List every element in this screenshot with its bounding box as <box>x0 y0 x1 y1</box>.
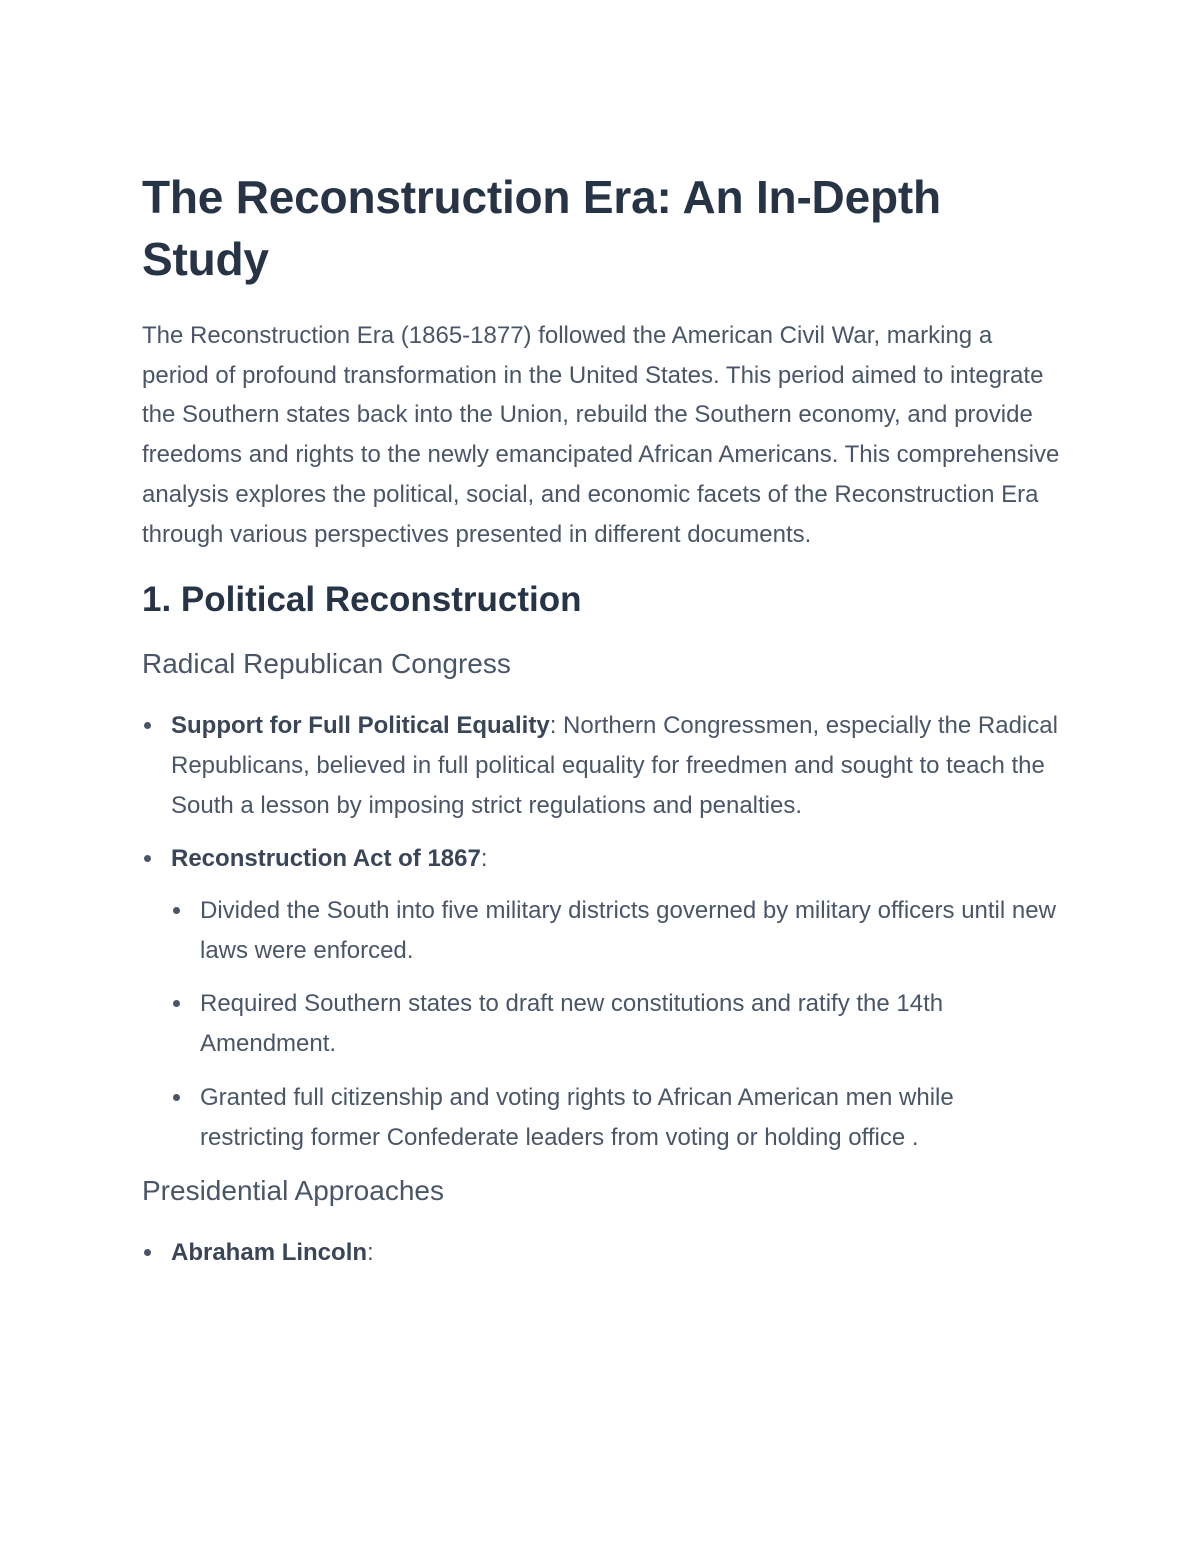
section-heading-political-reconstruction: 1. Political Reconstruction <box>142 580 582 620</box>
list-item-text: : <box>480 845 488 873</box>
list-item-lead: Abraham Lincoln <box>171 1239 368 1267</box>
sublist-item-text: Required Southern states to draft new constitutions and ratify the 14th Amendment. <box>200 990 944 1058</box>
presidential-approaches-list <box>142 1233 1062 1273</box>
bullet-icon <box>173 907 180 914</box>
sublist-item <box>171 1078 1062 1157</box>
bullet-icon <box>173 1000 180 1007</box>
document-page <box>142 166 1062 1287</box>
sublist-item <box>171 891 1062 970</box>
list-item <box>142 706 1062 825</box>
sublist-item <box>171 984 1062 1063</box>
bullet-icon <box>173 1094 180 1101</box>
list-item <box>142 839 1062 1157</box>
list-item-lead: Reconstruction Act of 1867 <box>171 845 481 873</box>
list-item-text: : Northern Congressmen, especially the Radical Republicans, believed in full political equality for freedmen and sought to teach the South a lesson by imposing strict regulations and penalties. <box>171 712 1058 819</box>
reconstruction-act-sublist <box>171 891 1062 1157</box>
bullet-icon <box>144 1249 151 1256</box>
subheading-presidential-approaches: Presidential Approaches <box>142 1175 444 1207</box>
subheading-radical-republican-congress: Radical Republican Congress <box>142 648 511 680</box>
bullet-icon <box>144 722 151 729</box>
sublist-item-text: Granted full citizenship and voting rights to African American men while restricting former Confederate leaders from voting or holding office . <box>200 1083 954 1151</box>
sublist-item-text: Divided the South into five military districts governed by military officers until new laws were enforced. <box>200 897 1056 964</box>
list-item-text: : <box>367 1239 374 1267</box>
intro-paragraph: The Reconstruction Era (1865-1877) followed the American Civil War, marking a period of profound transformation in the United States. This period aimed to integrate the Southern states back into the Union, rebuild the Southern economy, and provide freedoms and rights to the newly emancipated African Americans. This comprehensive analysis explores the political, social, and economic facets of the Reconstruction Era through various perspectives presented in different documents. <box>142 322 1060 548</box>
list-item-lead: Support for Full Political Equality <box>171 712 550 740</box>
radical-republican-list <box>142 706 1062 1157</box>
bullet-icon <box>144 855 151 862</box>
document-title: The Reconstruction Era: An In-Depth Study <box>142 171 941 285</box>
list-item <box>142 1233 1062 1273</box>
